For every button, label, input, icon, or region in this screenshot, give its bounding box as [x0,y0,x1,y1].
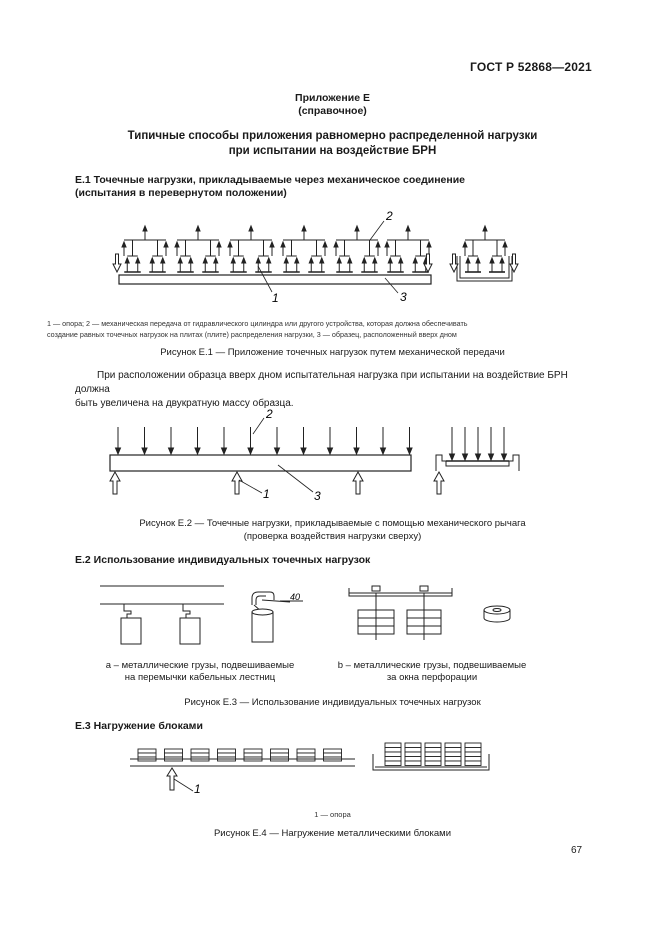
section-e1-heading-line1: Е.1 Точечные нагрузки, прикладываемые через механическое соединение [75,174,466,186]
fig3b-weight-stack-right [407,586,441,640]
fig4-side-block-stack-4 [445,743,461,766]
figure-e1-drawing [0,205,661,305]
body-paragraph-line1: При расположении образца вверх дном испытательная нагрузка при испытании на воздействие БРН должна [75,370,568,395]
section-e2-heading: Е.2 Использование индивидуальных точечных нагрузок [75,554,371,566]
figure-e2-caption [60,517,605,543]
fig2-load-arrow-12 [407,427,412,454]
fig3a-weight-right [180,604,200,644]
section-e1-heading [75,174,465,200]
fig2-load-arrow-8 [301,427,306,454]
fig2-side-load-arrow-1 [450,427,455,460]
figure-e3-sub-a-line2: на перемычки кабельных лестниц [124,672,276,683]
fig4-leader-line [174,779,193,791]
fig3b-slotted-disc-weight [484,606,510,622]
fig2-load-arrow-4 [195,427,200,454]
appendix-title: Приложение Е [295,92,370,104]
fig2-load-arrow-1 [116,427,121,454]
fig4-side-block-stack-1 [385,743,401,766]
fig4-specimen-beam [130,759,355,766]
figure-e3-sub-b-line2: за окна перфорации [386,672,478,683]
figure-e4-caption: Рисунок Е.4 — Нагружение металлическими блоками [213,828,452,839]
page-number: 67 [571,845,583,856]
fig3a-weight-left [121,604,141,644]
figure-e3-sub-a [100,660,300,684]
section-e1-heading-line2: (испытания в перевернутом положении) [75,187,287,199]
fig2-load-arrow-10 [354,427,359,454]
fig3b-channel-tray [349,588,452,596]
appendix-type: (справочное) [298,105,367,117]
figure-e1-legend [47,318,587,340]
fig2-load-arrow-11 [381,427,386,454]
figure-e4-legend: 1 — опора [314,810,351,819]
section-e3-heading: Е.3 Нагружение блоками [75,720,203,732]
fig2-label-2: 2 [266,407,273,421]
standard-number: ГОСТ Р 52868—2021 [470,60,592,74]
fig2-label-1: 1 [263,487,270,501]
fig2-label-3: 3 [314,489,321,503]
figure-e3-sub-a-line1: а – металлические грузы, подвешиваемые [105,660,295,671]
fig1-label-3: 3 [400,290,407,304]
main-title-line1: Типичные способы приложения равномерно распределенной нагрузки [127,130,538,142]
body-paragraph-line2: быть увеличена на двукратную массу образца. [75,398,294,409]
fig2-load-arrow-6 [248,427,253,454]
fig1-load-tree-2 [175,226,221,272]
fig2-load-arrow-3 [169,427,174,454]
figure-e1-caption: Рисунок Е.1 — Приложение точечных нагрузок путем механической передачи [160,347,505,358]
fig2-side-load-arrow-2 [463,427,468,460]
fig2-load-arrow-9 [328,427,333,454]
fig4-side-block-stack-3 [425,743,441,766]
fig2-specimen-beam [110,455,411,471]
fig1-load-tree-1 [122,226,168,272]
fig3b-weight-stack-left [358,586,394,640]
fig2-load-arrow-2 [142,427,147,454]
figure-e2-caption-line1: Рисунок Е.2 — Точечные нагрузки, прикладываемые с помощью механического рычага [139,518,526,529]
main-title [60,129,605,159]
fig1-load-tree-side [463,226,507,272]
fig1-load-tree-5 [334,226,380,272]
fig4-side-block-stack-2 [405,743,421,766]
fig4-support-arrow [167,768,177,790]
fig1-load-tree-4 [281,226,327,272]
main-title-line2: при испытании на воздействие БРН [228,145,437,157]
figure-e3-sub-b-line1: b – металлические грузы, подвешиваемые [337,660,527,671]
fig2-side-load-arrow-5 [502,427,507,460]
fig2-load-arrow-7 [275,427,280,454]
fig3a-ladder-rung [100,586,224,604]
fig1-side-view [457,256,512,281]
fig2-side-load-arrow-3 [476,427,481,460]
figure-e4-drawing [0,740,661,800]
fig3-dimension-label: 40 [290,592,301,602]
fig1-specimen-beam [119,275,431,284]
figure-e1-legend-line1: 1 — опора; 2 — механическая передача от гидравлического цилиндра или другого устройства, которая должна обеспечивать [47,319,468,328]
figure-e3-drawing [0,578,661,658]
figure-e2-drawing [0,405,661,505]
fig2-load-arrow-5 [222,427,227,454]
fig1-load-tree-3 [228,226,274,272]
fig1-label-2: 2 [386,209,393,223]
fig1-label-1: 1 [272,291,279,305]
figure-e3-caption: Рисунок Е.3 — Использование индивидуальных точечных нагрузок [184,697,481,708]
figure-e1-legend-line2: создание равных точечных нагрузок на плитах (плите) распределения нагрузки, 3 — образец, расположенный вверх дном [47,330,457,339]
fig4-label-1: 1 [194,782,201,796]
fig2-side-load-arrow-4 [489,427,494,460]
appendix-heading [60,92,605,118]
figure-e2-caption-line2: (проверка воздействия нагрузки сверху) [243,531,422,542]
fig2-support-arrows [110,472,444,494]
figure-e3-sub-b [330,660,534,684]
fig4-side-block-stack-5 [465,743,481,766]
